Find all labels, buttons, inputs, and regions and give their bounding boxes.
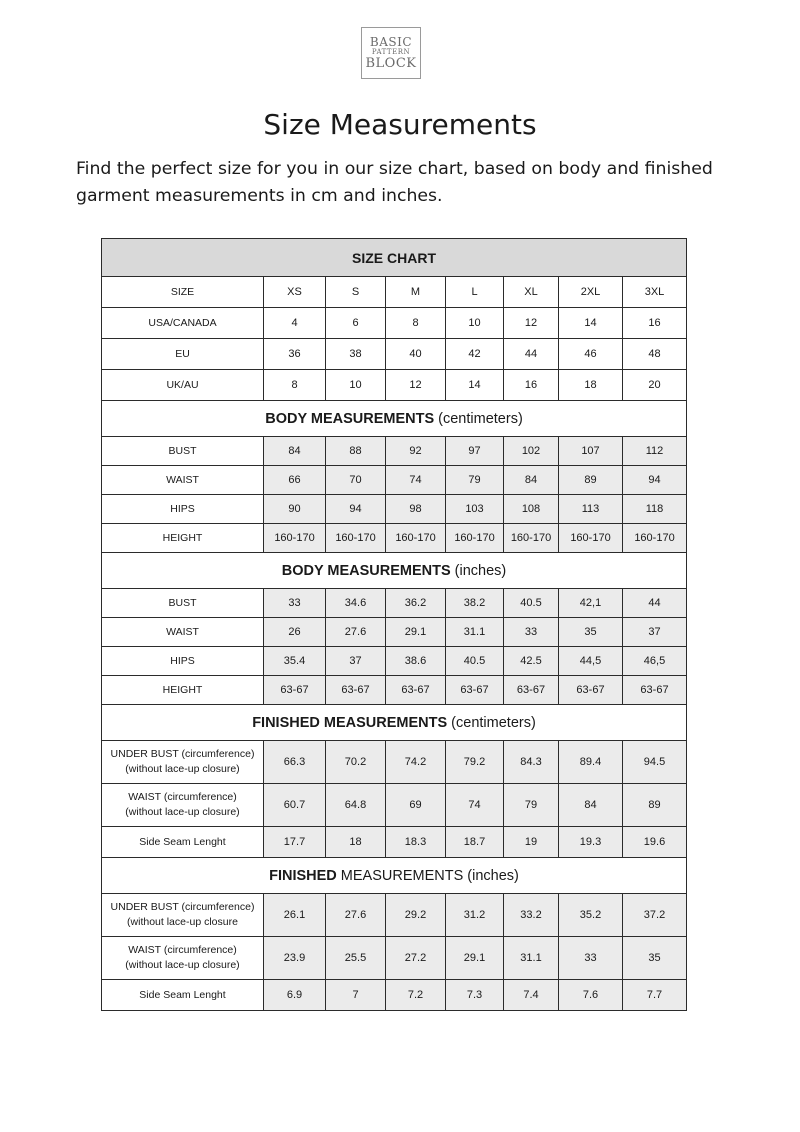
table-cell: 29.1 bbox=[446, 937, 504, 980]
table-cell: 19 bbox=[504, 827, 559, 858]
table-cell: 113 bbox=[559, 495, 623, 524]
table-row bbox=[102, 524, 687, 553]
table-cell: 44 bbox=[623, 589, 687, 618]
table-cell: 42 bbox=[446, 339, 504, 370]
table-cell: 35.2 bbox=[559, 894, 623, 937]
table-cell: 18 bbox=[559, 370, 623, 401]
table-cell: 7.6 bbox=[559, 980, 623, 1011]
table-cell: 79 bbox=[446, 466, 504, 495]
table-cell: 38.6 bbox=[386, 647, 446, 676]
table-cell: 33 bbox=[264, 589, 326, 618]
row-label-main: UNDER BUST (circumference) bbox=[110, 748, 255, 760]
table-cell: 8 bbox=[264, 370, 326, 401]
table-cell: 63-67 bbox=[446, 676, 504, 705]
table-cell: 79.2 bbox=[446, 741, 504, 784]
row-label-main: Side Seam Lenght bbox=[139, 835, 226, 848]
row-label-main: BUST bbox=[168, 444, 197, 457]
table-cell: 40 bbox=[386, 339, 446, 370]
table-cell: 7.3 bbox=[446, 980, 504, 1011]
row-label-main: WAIST bbox=[166, 625, 199, 638]
logo-line-3: BLOCK bbox=[365, 56, 417, 71]
row-label-sub: (without lace-up closure) bbox=[125, 763, 240, 775]
size-header-cell: L bbox=[446, 277, 504, 308]
table-cell: 44 bbox=[504, 339, 559, 370]
table-title: SIZE CHART bbox=[102, 239, 687, 277]
table-cell: 42,1 bbox=[559, 589, 623, 618]
table-cell: 6.9 bbox=[264, 980, 326, 1011]
table-row bbox=[102, 741, 687, 784]
section-title-rest: MEASUREMENTS (inches) bbox=[336, 867, 519, 884]
table-cell: 74.2 bbox=[386, 741, 446, 784]
table-row bbox=[102, 618, 687, 647]
table-cell: 37.2 bbox=[623, 894, 687, 937]
table-cell: 92 bbox=[386, 437, 446, 466]
table-cell: 8 bbox=[386, 308, 446, 339]
table-cell: 34.6 bbox=[326, 589, 386, 618]
table-cell: 69 bbox=[386, 784, 446, 827]
table-cell: 33.2 bbox=[504, 894, 559, 937]
table-cell: 31.1 bbox=[504, 937, 559, 980]
row-label bbox=[102, 647, 264, 676]
table-cell: 31.2 bbox=[446, 894, 504, 937]
table-cell: 103 bbox=[446, 495, 504, 524]
table-row bbox=[102, 277, 687, 308]
size-header-cell: M bbox=[386, 277, 446, 308]
row-label-main: BUST bbox=[168, 596, 197, 609]
section-title bbox=[102, 401, 687, 437]
section-title-rest: (centimeters) bbox=[447, 714, 536, 731]
row-label bbox=[102, 618, 264, 647]
table-row bbox=[102, 589, 687, 618]
table-cell: 74 bbox=[446, 784, 504, 827]
brand-logo bbox=[361, 27, 421, 79]
table-cell: 42.5 bbox=[504, 647, 559, 676]
row-label bbox=[102, 524, 264, 553]
table-cell: 7.7 bbox=[623, 980, 687, 1011]
table-cell: 7.2 bbox=[386, 980, 446, 1011]
table-cell: 74 bbox=[386, 466, 446, 495]
table-cell: 37 bbox=[623, 618, 687, 647]
row-label-main: HEIGHT bbox=[162, 531, 203, 544]
table-cell: 97 bbox=[446, 437, 504, 466]
table-cell: 94 bbox=[326, 495, 386, 524]
table-cell: 14 bbox=[559, 308, 623, 339]
row-label bbox=[102, 784, 264, 827]
table-cell: 36.2 bbox=[386, 589, 446, 618]
table-cell: 160-170 bbox=[623, 524, 687, 553]
section-title-bold: BODY MEASUREMENTS bbox=[265, 410, 435, 427]
table-cell: 17.7 bbox=[264, 827, 326, 858]
row-label bbox=[102, 466, 264, 495]
table-cell: 31.1 bbox=[446, 618, 504, 647]
table-cell: 37 bbox=[326, 647, 386, 676]
table-cell: 10 bbox=[326, 370, 386, 401]
table-cell: 6 bbox=[326, 308, 386, 339]
table-row bbox=[102, 339, 687, 370]
table-cell: 7 bbox=[326, 980, 386, 1011]
table-cell: 27.6 bbox=[326, 618, 386, 647]
section-header-row bbox=[102, 705, 687, 741]
table-cell: 12 bbox=[386, 370, 446, 401]
table-cell: 94 bbox=[623, 466, 687, 495]
table-row bbox=[102, 894, 687, 937]
row-label-sub: (without lace-up closure bbox=[127, 916, 238, 928]
table-cell: 118 bbox=[623, 495, 687, 524]
table-cell: 7.4 bbox=[504, 980, 559, 1011]
table-cell: 36 bbox=[264, 339, 326, 370]
size-header-cell: S bbox=[326, 277, 386, 308]
size-header-cell: 2XL bbox=[559, 277, 623, 308]
row-label-main: UNDER BUST (circumference) bbox=[110, 901, 255, 913]
table-cell: 66.3 bbox=[264, 741, 326, 784]
table-cell: 18.3 bbox=[386, 827, 446, 858]
row-label: SIZE bbox=[102, 277, 264, 308]
table-cell: 38 bbox=[326, 339, 386, 370]
table-cell: 98 bbox=[386, 495, 446, 524]
table-cell: 29.2 bbox=[386, 894, 446, 937]
table-cell: 63-67 bbox=[559, 676, 623, 705]
table-cell: 112 bbox=[623, 437, 687, 466]
logo-line-2: PATTERN bbox=[371, 48, 411, 56]
table-cell: 46,5 bbox=[623, 647, 687, 676]
row-label: EU bbox=[102, 339, 264, 370]
section-title-bold: FINISHED bbox=[269, 867, 337, 884]
table-cell: 19.3 bbox=[559, 827, 623, 858]
row-label-main: WAIST (circumference) bbox=[128, 791, 237, 803]
row-label-sub: (without lace-up closure) bbox=[125, 806, 240, 818]
table-cell: 63-67 bbox=[504, 676, 559, 705]
table-cell: 19.6 bbox=[623, 827, 687, 858]
row-label-main: HIPS bbox=[170, 502, 195, 515]
table-row bbox=[102, 308, 687, 339]
table-cell: 107 bbox=[559, 437, 623, 466]
table-cell: 14 bbox=[446, 370, 504, 401]
section-title-bold: FINISHED MEASUREMENTS bbox=[252, 714, 448, 731]
table-cell: 160-170 bbox=[504, 524, 559, 553]
row-label bbox=[102, 676, 264, 705]
table-cell: 60.7 bbox=[264, 784, 326, 827]
table-row bbox=[102, 676, 687, 705]
table-cell: 35 bbox=[623, 937, 687, 980]
size-header-cell: 3XL bbox=[623, 277, 687, 308]
size-header-cell: XS bbox=[264, 277, 326, 308]
row-label bbox=[102, 741, 264, 784]
table-cell: 35.4 bbox=[264, 647, 326, 676]
section-title-bold: BODY MEASUREMENTS bbox=[281, 562, 451, 579]
table-row bbox=[102, 937, 687, 980]
table-cell: 70 bbox=[326, 466, 386, 495]
row-label: UK/AU bbox=[102, 370, 264, 401]
section-title bbox=[102, 553, 687, 589]
table-cell: 4 bbox=[264, 308, 326, 339]
row-label bbox=[102, 437, 264, 466]
table-cell: 102 bbox=[504, 437, 559, 466]
row-label-main: Side Seam Lenght bbox=[139, 988, 226, 1001]
table-cell: 12 bbox=[504, 308, 559, 339]
table-cell: 160-170 bbox=[386, 524, 446, 553]
row-label-main: HIPS bbox=[170, 654, 195, 667]
table-cell: 89 bbox=[623, 784, 687, 827]
table-cell: 160-170 bbox=[446, 524, 504, 553]
row-label bbox=[102, 937, 264, 980]
table-row bbox=[102, 466, 687, 495]
table-cell: 84.3 bbox=[504, 741, 559, 784]
table-cell: 23.9 bbox=[264, 937, 326, 980]
table-cell: 63-67 bbox=[623, 676, 687, 705]
section-header-row bbox=[102, 401, 687, 437]
table-row bbox=[102, 827, 687, 858]
size-chart-table bbox=[101, 238, 687, 1011]
table-row bbox=[102, 437, 687, 466]
row-label-sub: (without lace-up closure) bbox=[125, 959, 240, 971]
table-cell: 89 bbox=[559, 466, 623, 495]
table-title-row bbox=[102, 239, 687, 277]
table-cell: 33 bbox=[559, 937, 623, 980]
row-label-main: WAIST (circumference) bbox=[128, 944, 237, 956]
section-title-rest: (centimeters) bbox=[434, 410, 523, 427]
table-cell: 160-170 bbox=[326, 524, 386, 553]
table-cell: 20 bbox=[623, 370, 687, 401]
table-cell: 64.8 bbox=[326, 784, 386, 827]
table-cell: 70.2 bbox=[326, 741, 386, 784]
row-label bbox=[102, 495, 264, 524]
table-cell: 16 bbox=[504, 370, 559, 401]
table-row bbox=[102, 495, 687, 524]
table-cell: 63-67 bbox=[326, 676, 386, 705]
table-row bbox=[102, 980, 687, 1011]
table-cell: 90 bbox=[264, 495, 326, 524]
table-cell: 29.1 bbox=[386, 618, 446, 647]
intro-text: Find the perfect size for you in our size chart, based on body and finished garment measurements in cm and inches. bbox=[76, 159, 713, 206]
section-title bbox=[102, 705, 687, 741]
table-cell: 40.5 bbox=[446, 647, 504, 676]
table-cell: 35 bbox=[559, 618, 623, 647]
table-cell: 16 bbox=[623, 308, 687, 339]
table-cell: 94.5 bbox=[623, 741, 687, 784]
logo-line-1: BASIC bbox=[369, 35, 413, 49]
table-cell: 33 bbox=[504, 618, 559, 647]
table-cell: 84 bbox=[264, 437, 326, 466]
table-cell: 10 bbox=[446, 308, 504, 339]
section-header-row bbox=[102, 553, 687, 589]
table-cell: 88 bbox=[326, 437, 386, 466]
table-cell: 84 bbox=[559, 784, 623, 827]
row-label bbox=[102, 894, 264, 937]
table-cell: 46 bbox=[559, 339, 623, 370]
table-cell: 18.7 bbox=[446, 827, 504, 858]
table-cell: 26.1 bbox=[264, 894, 326, 937]
row-label bbox=[102, 980, 264, 1011]
size-header-cell: XL bbox=[504, 277, 559, 308]
table-row bbox=[102, 647, 687, 676]
row-label: USA/CANADA bbox=[102, 308, 264, 339]
section-title-rest: (inches) bbox=[450, 562, 507, 579]
table-cell: 63-67 bbox=[386, 676, 446, 705]
table-row bbox=[102, 784, 687, 827]
row-label-main: WAIST bbox=[166, 473, 199, 486]
table-cell: 160-170 bbox=[559, 524, 623, 553]
table-cell: 160-170 bbox=[264, 524, 326, 553]
table-cell: 89.4 bbox=[559, 741, 623, 784]
table-cell: 63-67 bbox=[264, 676, 326, 705]
section-header-row bbox=[102, 858, 687, 894]
table-cell: 27.2 bbox=[386, 937, 446, 980]
table-cell: 38.2 bbox=[446, 589, 504, 618]
table-cell: 26 bbox=[264, 618, 326, 647]
table-cell: 25.5 bbox=[326, 937, 386, 980]
table-cell: 18 bbox=[326, 827, 386, 858]
table-cell: 48 bbox=[623, 339, 687, 370]
table-cell: 66 bbox=[264, 466, 326, 495]
table-cell: 79 bbox=[504, 784, 559, 827]
table-cell: 27.6 bbox=[326, 894, 386, 937]
table-row bbox=[102, 370, 687, 401]
row-label bbox=[102, 589, 264, 618]
table-cell: 108 bbox=[504, 495, 559, 524]
table-cell: 40.5 bbox=[504, 589, 559, 618]
table-cell: 44,5 bbox=[559, 647, 623, 676]
table-cell: 84 bbox=[504, 466, 559, 495]
section-title bbox=[102, 858, 687, 894]
row-label-main: HEIGHT bbox=[162, 683, 203, 696]
page-title: Size Measurements bbox=[263, 108, 537, 141]
row-label bbox=[102, 827, 264, 858]
